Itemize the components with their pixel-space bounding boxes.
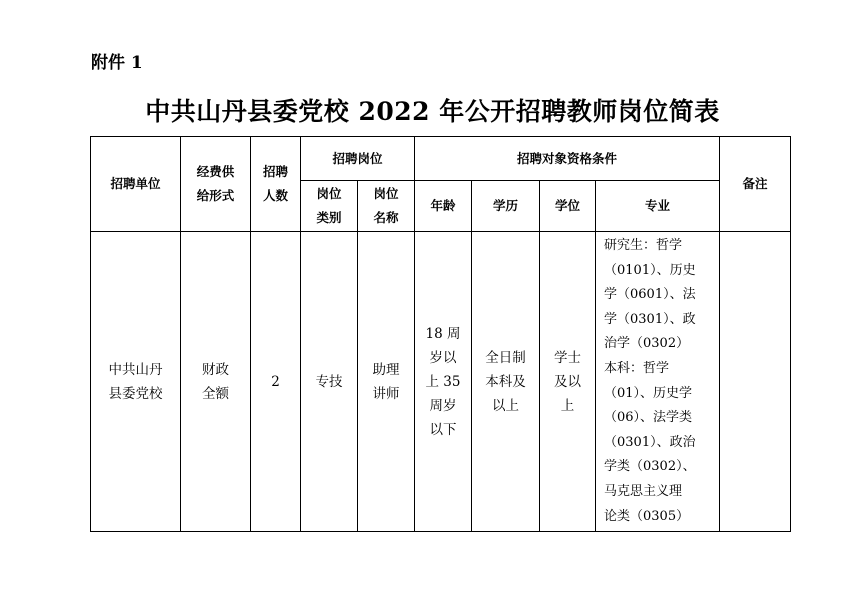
- header-major: 专业: [596, 181, 720, 232]
- cell-position-category: 专技: [301, 232, 358, 532]
- cell-education: 全日制 本科及 以上: [472, 232, 540, 532]
- header-position: 招聘岗位: [301, 137, 415, 181]
- table-row: [91, 232, 791, 532]
- page-title: 中共山丹县委党校 2022 年公开招聘教师岗位简表: [145, 97, 720, 126]
- cell-position-name: 助理 讲师: [358, 232, 415, 532]
- cell-major: 研究生：哲学 （0101）、历史 学（0601）、法 学（0301）、政 治学（0302） 本科：哲学 （01）、历史学 （06）、法学类 （0301）、政治 学类（0302）、 马克思主义理 论类（0305）: [596, 232, 720, 532]
- cell-funding: 财政 全额: [181, 232, 251, 532]
- header-age: 年龄: [415, 181, 472, 232]
- header-education: 学历: [472, 181, 540, 232]
- cell-count: 2: [251, 232, 301, 532]
- attachment-label: 附件 1: [91, 53, 143, 73]
- header-position-name: 岗位 名称: [358, 181, 415, 232]
- cell-unit: 中共山丹 县委党校: [91, 232, 181, 532]
- cell-age: 18 周 岁以 上 35 周岁 以下: [415, 232, 472, 532]
- cell-remark: [720, 232, 791, 532]
- header-count: 招聘 人数: [251, 137, 301, 232]
- header-position-category: 岗位 类别: [301, 181, 358, 232]
- header-qualifications: 招聘对象资格条件: [415, 137, 720, 181]
- header-funding: 经费供 给形式: [181, 137, 251, 232]
- recruitment-table: [90, 136, 791, 532]
- header-remark: 备注: [720, 137, 791, 232]
- cell-degree: 学士 及以 上: [540, 232, 596, 532]
- header-degree: 学位: [540, 181, 596, 232]
- header-unit: 招聘单位: [91, 137, 181, 232]
